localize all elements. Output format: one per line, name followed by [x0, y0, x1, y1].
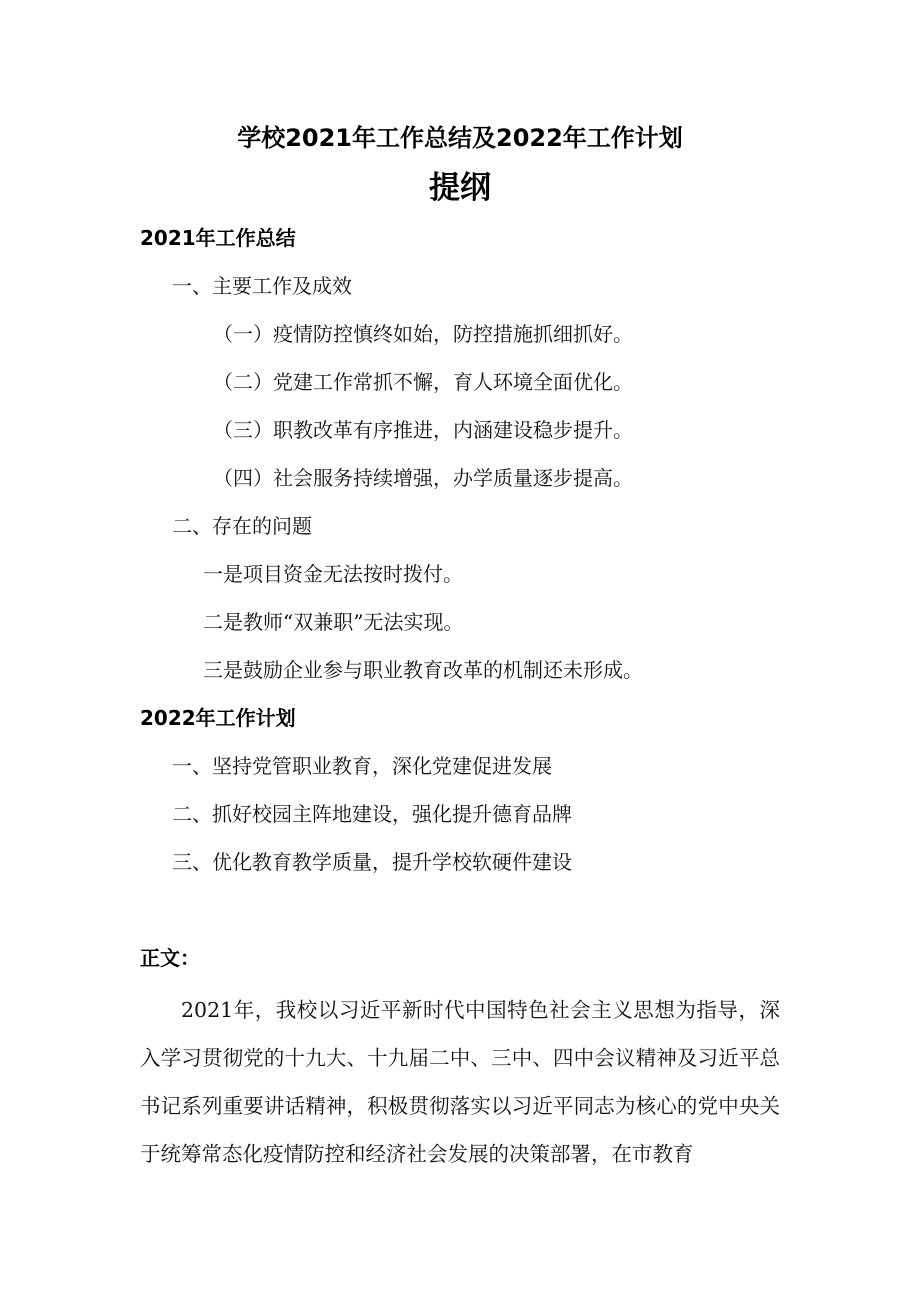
document-subtitle: 提纲: [429, 170, 491, 206]
section-heading-2022-plan: 2022年工作计划: [140, 706, 296, 730]
summary-achievement-item: （四）社会服务持续增强，办学质量逐步提高。: [213, 466, 633, 490]
body-heading: 正文：: [140, 946, 200, 970]
summary-achievement-item: （三）职教改革有序推进，内涵建设稳步提升。: [213, 418, 633, 442]
plan-item: 二、抓好校园主阵地建设，强化提升德育品牌: [172, 802, 572, 826]
problem-item: 三是鼓励企业参与职业教育改革的机制还未形成。: [203, 658, 643, 682]
summary-section-label: 二、存在的问题: [172, 514, 312, 538]
plan-item: 三、优化教育教学质量，提升学校软硬件建设: [172, 850, 572, 874]
body-paragraph: 2021年，我校以习近平新时代中国特色社会主义思想为指导，深入学习贯彻党的十九大、十九届二中、三中、四中会议精神及习近平总书记系列重要讲话精神，积极贯彻落实以习近平同志为核心的党中央关于统筹常态化疫情防控和经济社会发展的决策部署，在市教育: [140, 998, 780, 1166]
problem-item: 二是教师“双兼职”无法实现。: [203, 610, 464, 634]
problem-item: 一是项目资金无法按时拨付。: [203, 562, 463, 586]
summary-section-label: 一、主要工作及成效: [172, 274, 352, 298]
summary-achievement-item: （一）疫情防控慎终如始，防控措施抓细抓好。: [213, 322, 633, 346]
plan-item: 一、坚持党管职业教育，深化党建促进发展: [172, 754, 552, 778]
section-heading-2021-summary: 2021年工作总结: [140, 226, 296, 250]
summary-achievement-item: （二）党建工作常抓不懈，育人环境全面优化。: [213, 370, 633, 394]
document-title: 学校2021年工作总结及2022年工作计划: [237, 124, 683, 152]
